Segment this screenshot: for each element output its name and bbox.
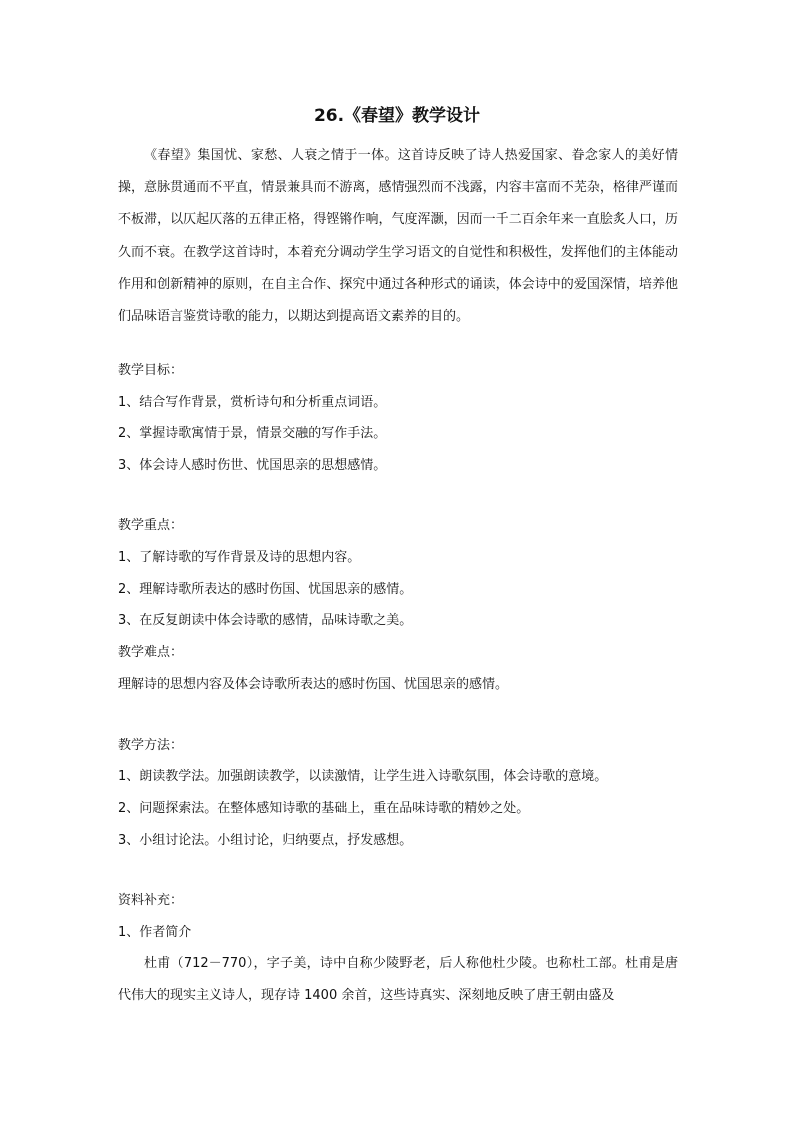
goal-item: 1、结合写作背景，赏析诗句和分析重点词语。 [118, 395, 387, 410]
methods-heading: 教学方法： [118, 738, 184, 753]
document-title: 26.《春望》教学设计 [313, 106, 481, 126]
goals-heading: 教学目标： [118, 363, 184, 378]
intro-paragraph: 《春望》集国忧、家愁、人衰之情于一体。这首诗反映了诗人热爱国家、眷念家人的美好情操，意脉贯通而不平直，情景兼具而不游离，感情强烈而不浅露，内容丰富而不芜杂，格律严谨而不板滞，以仄起仄落的五律正格，得铿锵作响，气度浑灏，因而一千二百余年来一直脍炙人口，历久而不衰。在教学这首诗时，本着充分调动学生学习语文的自觉性和积极性，发挥他们的主体能动作用和创新精神的原则，在自主合作、探究中通过各种形式的诵读，体会诗中的爱国深情，培养他们品味语言鉴赏诗歌的能力，以期达到提高语文素养的目的。 [118, 148, 678, 325]
difficulty-text: 理解诗的思想内容及体会诗歌所表达的感时伤国、忧国思亲的感情。 [118, 677, 509, 692]
method-item: 3、小组讨论法。小组讨论，归纳要点，抒发感想。 [118, 833, 413, 848]
key-point-item: 2、理解诗歌所表达的感时伤国、忧国思亲的感情。 [118, 582, 413, 597]
key-points-heading: 教学重点： [118, 518, 184, 533]
key-point-item: 3、在反复朗读中体会诗歌的感情，品味诗歌之美。 [118, 613, 413, 628]
method-item: 1、朗读教学法。加强朗读教学，以读激情，让学生进入诗歌氛围，体会诗歌的意境。 [118, 769, 608, 784]
key-point-item: 1、了解诗歌的写作背景及诗的思想内容。 [118, 550, 361, 565]
author-intro-paragraph: 杜甫（712－770），字子美，诗中自称少陵野老，后人称他杜少陵。也称杜工部。杜甫是唐代伟大的现实主义诗人，现存诗 1400 余首，这些诗真实、深刻地反映了唐王朝由盛及 [118, 956, 678, 1004]
supplement-heading: 资料补充： [118, 893, 184, 908]
goal-item: 3、体会诗人感时伤世、忧国思亲的思想感情。 [118, 458, 387, 473]
goal-item: 2、掌握诗歌寓情于景，情景交融的写作手法。 [118, 426, 387, 441]
method-item: 2、问题探索法。在整体感知诗歌的基础上，重在品味诗歌的精妙之处。 [118, 801, 530, 816]
supplement-subheading: 1、作者简介 [118, 925, 192, 940]
difficulty-heading: 教学难点： [118, 645, 184, 660]
